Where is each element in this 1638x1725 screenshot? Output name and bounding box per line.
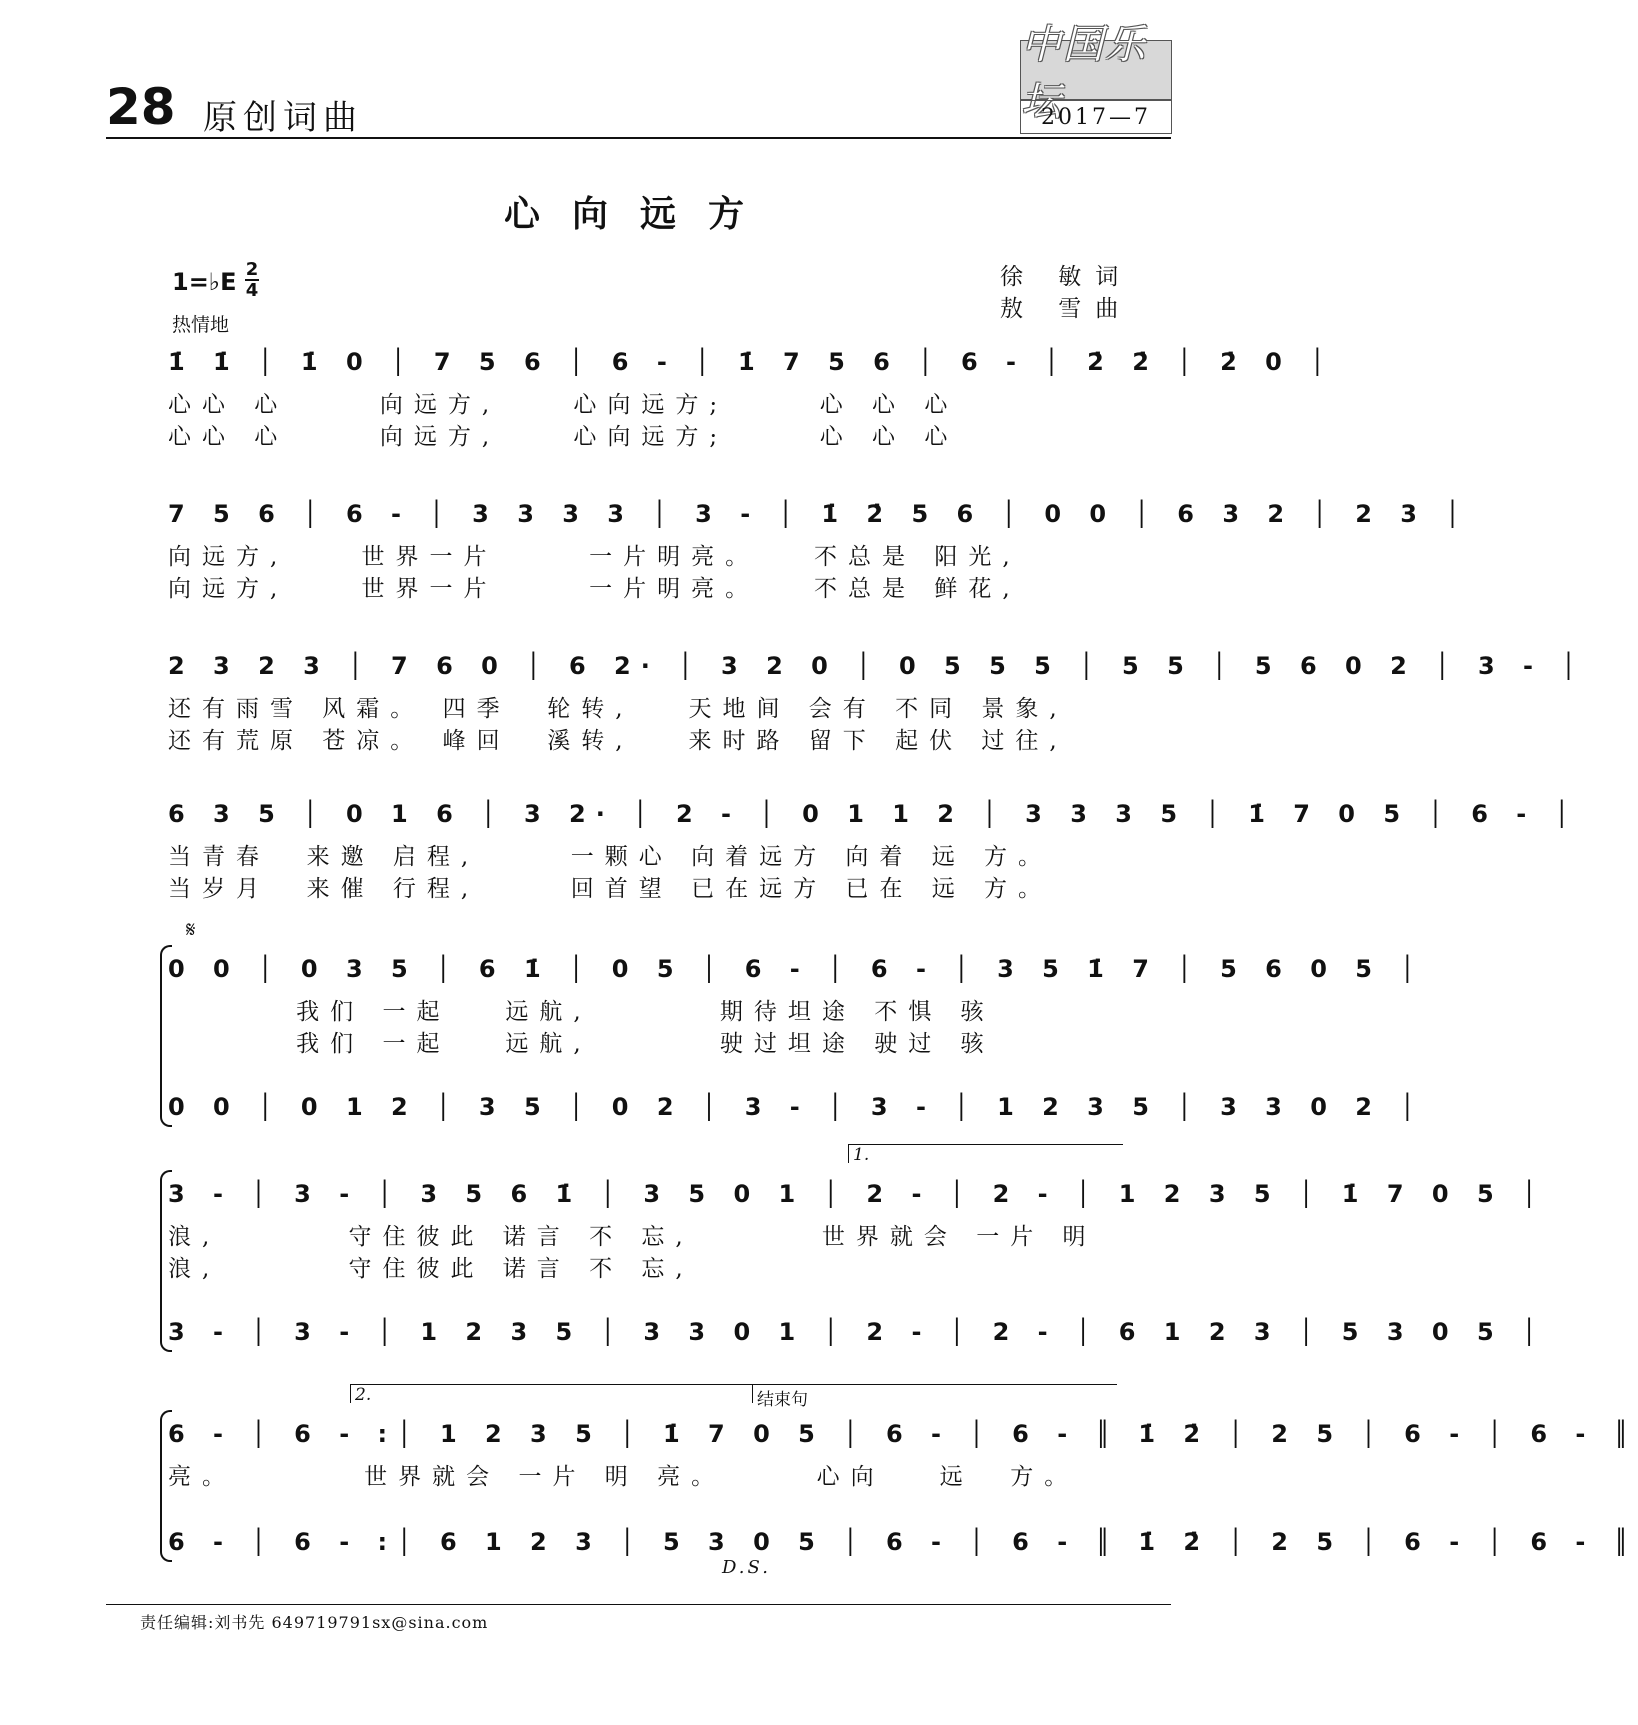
- lyrics-verse-1: 浪, 守住彼此 诺言 不 忘, 世界就会 一片 明: [168, 1224, 1097, 1250]
- time-bottom: 4: [245, 280, 259, 301]
- lyrics-verse-2: 浪, 守住彼此 诺言 不 忘,: [168, 1256, 694, 1282]
- magazine-logo: 中国乐坛: [1020, 40, 1172, 100]
- header-divider: [106, 137, 1171, 139]
- lyrics-verse-1: 还有雨雪 风霜。 四季 轮转, 天地间 会有 不同 景象,: [168, 696, 1068, 722]
- system-brace: [160, 1170, 172, 1352]
- composer-credit: 敖 雪曲: [1000, 296, 1133, 322]
- tempo-marking: 热情地: [172, 314, 230, 336]
- song-title: 心向远方: [503, 194, 776, 235]
- page-number: 28: [106, 78, 176, 136]
- lyrics-verse-1: 向远方, 世界一片 一片明亮。 不总是 阳光,: [168, 544, 1021, 570]
- lyrics-verse-1: 我们 一起 远航, 期待坦途 不惧 骇: [168, 999, 995, 1025]
- lyrics-verse-1: 亮。 世界就会 一片 明 亮。 心向 远 方。: [168, 1464, 1079, 1490]
- notation-row: 0 0 │ 0 3 5 │ 6 1̇ │ 0 5 │ 6 - │ 6 - │ 3 5 1̇ 7 │ 5 6 0 5 │: [168, 955, 1425, 983]
- notation-row: 6 - │ 6 - :│ 1 2 3 5 │ 1̇ 7 0 5 │ 6 - │ 6 - ║ 1̇ 2̇ │ 2 5 │ 6 - │ 6 - ║: [168, 1420, 1638, 1448]
- notation-row: 2 3 2 3 │ 7 6 0 │ 6 2· │ 3 2 0 │ 0 5 5 5 │ 5 5 │ 5 6 0 2 │ 3 - │: [168, 652, 1586, 680]
- lyricist-credit: 徐 敏词: [1000, 264, 1133, 290]
- issue-label: 2017—7: [1020, 100, 1172, 134]
- ds-marking: D.S.: [722, 1557, 771, 1578]
- lyrics-verse-2: 当岁月 来催 行程, 回首望 已在远方 已在 远 方。: [168, 876, 1053, 902]
- segno-sign: 𝄋: [186, 918, 196, 943]
- footer-divider: [106, 1604, 1171, 1605]
- notation-row-lower: 3 - │ 3 - │ 1 2 3 5 │ 3 3 0 1 │ 2 - │ 2 - │ 6 1 2 3 │ 5 3 0 5 │: [168, 1318, 1547, 1346]
- lyrics-verse-2: 还有荒原 苍凉。 峰回 溪转, 来时路 留下 起伏 过往,: [168, 728, 1068, 754]
- lyrics-verse-1: 当青春 来邀 启程, 一颗心 向着远方 向着 远 方。: [168, 844, 1053, 870]
- system-brace: [160, 945, 172, 1127]
- lyrics-verse-2: 我们 一起 远航, 驶过坦途 驶过 骇: [168, 1031, 995, 1057]
- lyrics-verse-1: 心心 心 向远方, 心向远方; 心 心 心: [168, 392, 959, 418]
- system-brace: [160, 1410, 172, 1562]
- notation-row: 6 3 5 │ 0 1 6 │ 3 2· │ 2 - │ 0 1 1 2 │ 3 3 3 5 │ 1̇ 7 0 5 │ 6 - │: [168, 800, 1580, 828]
- notation-row-lower: 0 0 │ 0 1 2 │ 3 5 │ 0 2 │ 3 - │ 3 - │ 1 2 3 5 │ 3 3 0 2 │: [168, 1093, 1425, 1121]
- notation-row: 3 - │ 3 - │ 3 5 6 1̇ │ 3 5 0 1 │ 2 - │ 2 - │ 1 2 3 5 │ 1̇ 7 0 5 │: [168, 1180, 1547, 1208]
- notation-row-lower: 6 - │ 6 - :│ 6 1 2 3 │ 5 3 0 5 │ 6 - │ 6 - ║ 1̇ 2̇ │ 2 5 │ 6 - │ 6 - ║: [168, 1528, 1638, 1556]
- ending-label: 结束句: [752, 1384, 1117, 1403]
- time-top: 2: [245, 259, 259, 280]
- section-title: 原创词曲: [203, 98, 363, 138]
- time-signature: [245, 260, 259, 300]
- volta-1: 1.: [848, 1144, 1123, 1163]
- notation-row: 1̇ 1̇ │ 1̇ 0 │ 7 5 6 │ 6 - │ 1̇ 7 5 6 │ 6 - │ 2̇ 2̇ │ 2̇ 0 │: [168, 348, 1335, 376]
- volta-2: 2.: [350, 1384, 755, 1403]
- lyrics-verse-2: 心心 心 向远方, 心向远方; 心 心 心: [168, 424, 959, 450]
- key-signature: 1=♭E: [172, 268, 237, 296]
- footer-editor: 责任编辑:刘书先 649719791sx@sina.com: [140, 1613, 489, 1632]
- notation-row: 7 5 6 │ 6 - │ 3 3 3 3 │ 3 - │ 1̇ 2̇ 5 6 │ 0 0 │ 6 3 2 │ 2 3 │: [168, 500, 1470, 528]
- lyrics-verse-2: 向远方, 世界一片 一片明亮。 不总是 鲜花,: [168, 576, 1021, 602]
